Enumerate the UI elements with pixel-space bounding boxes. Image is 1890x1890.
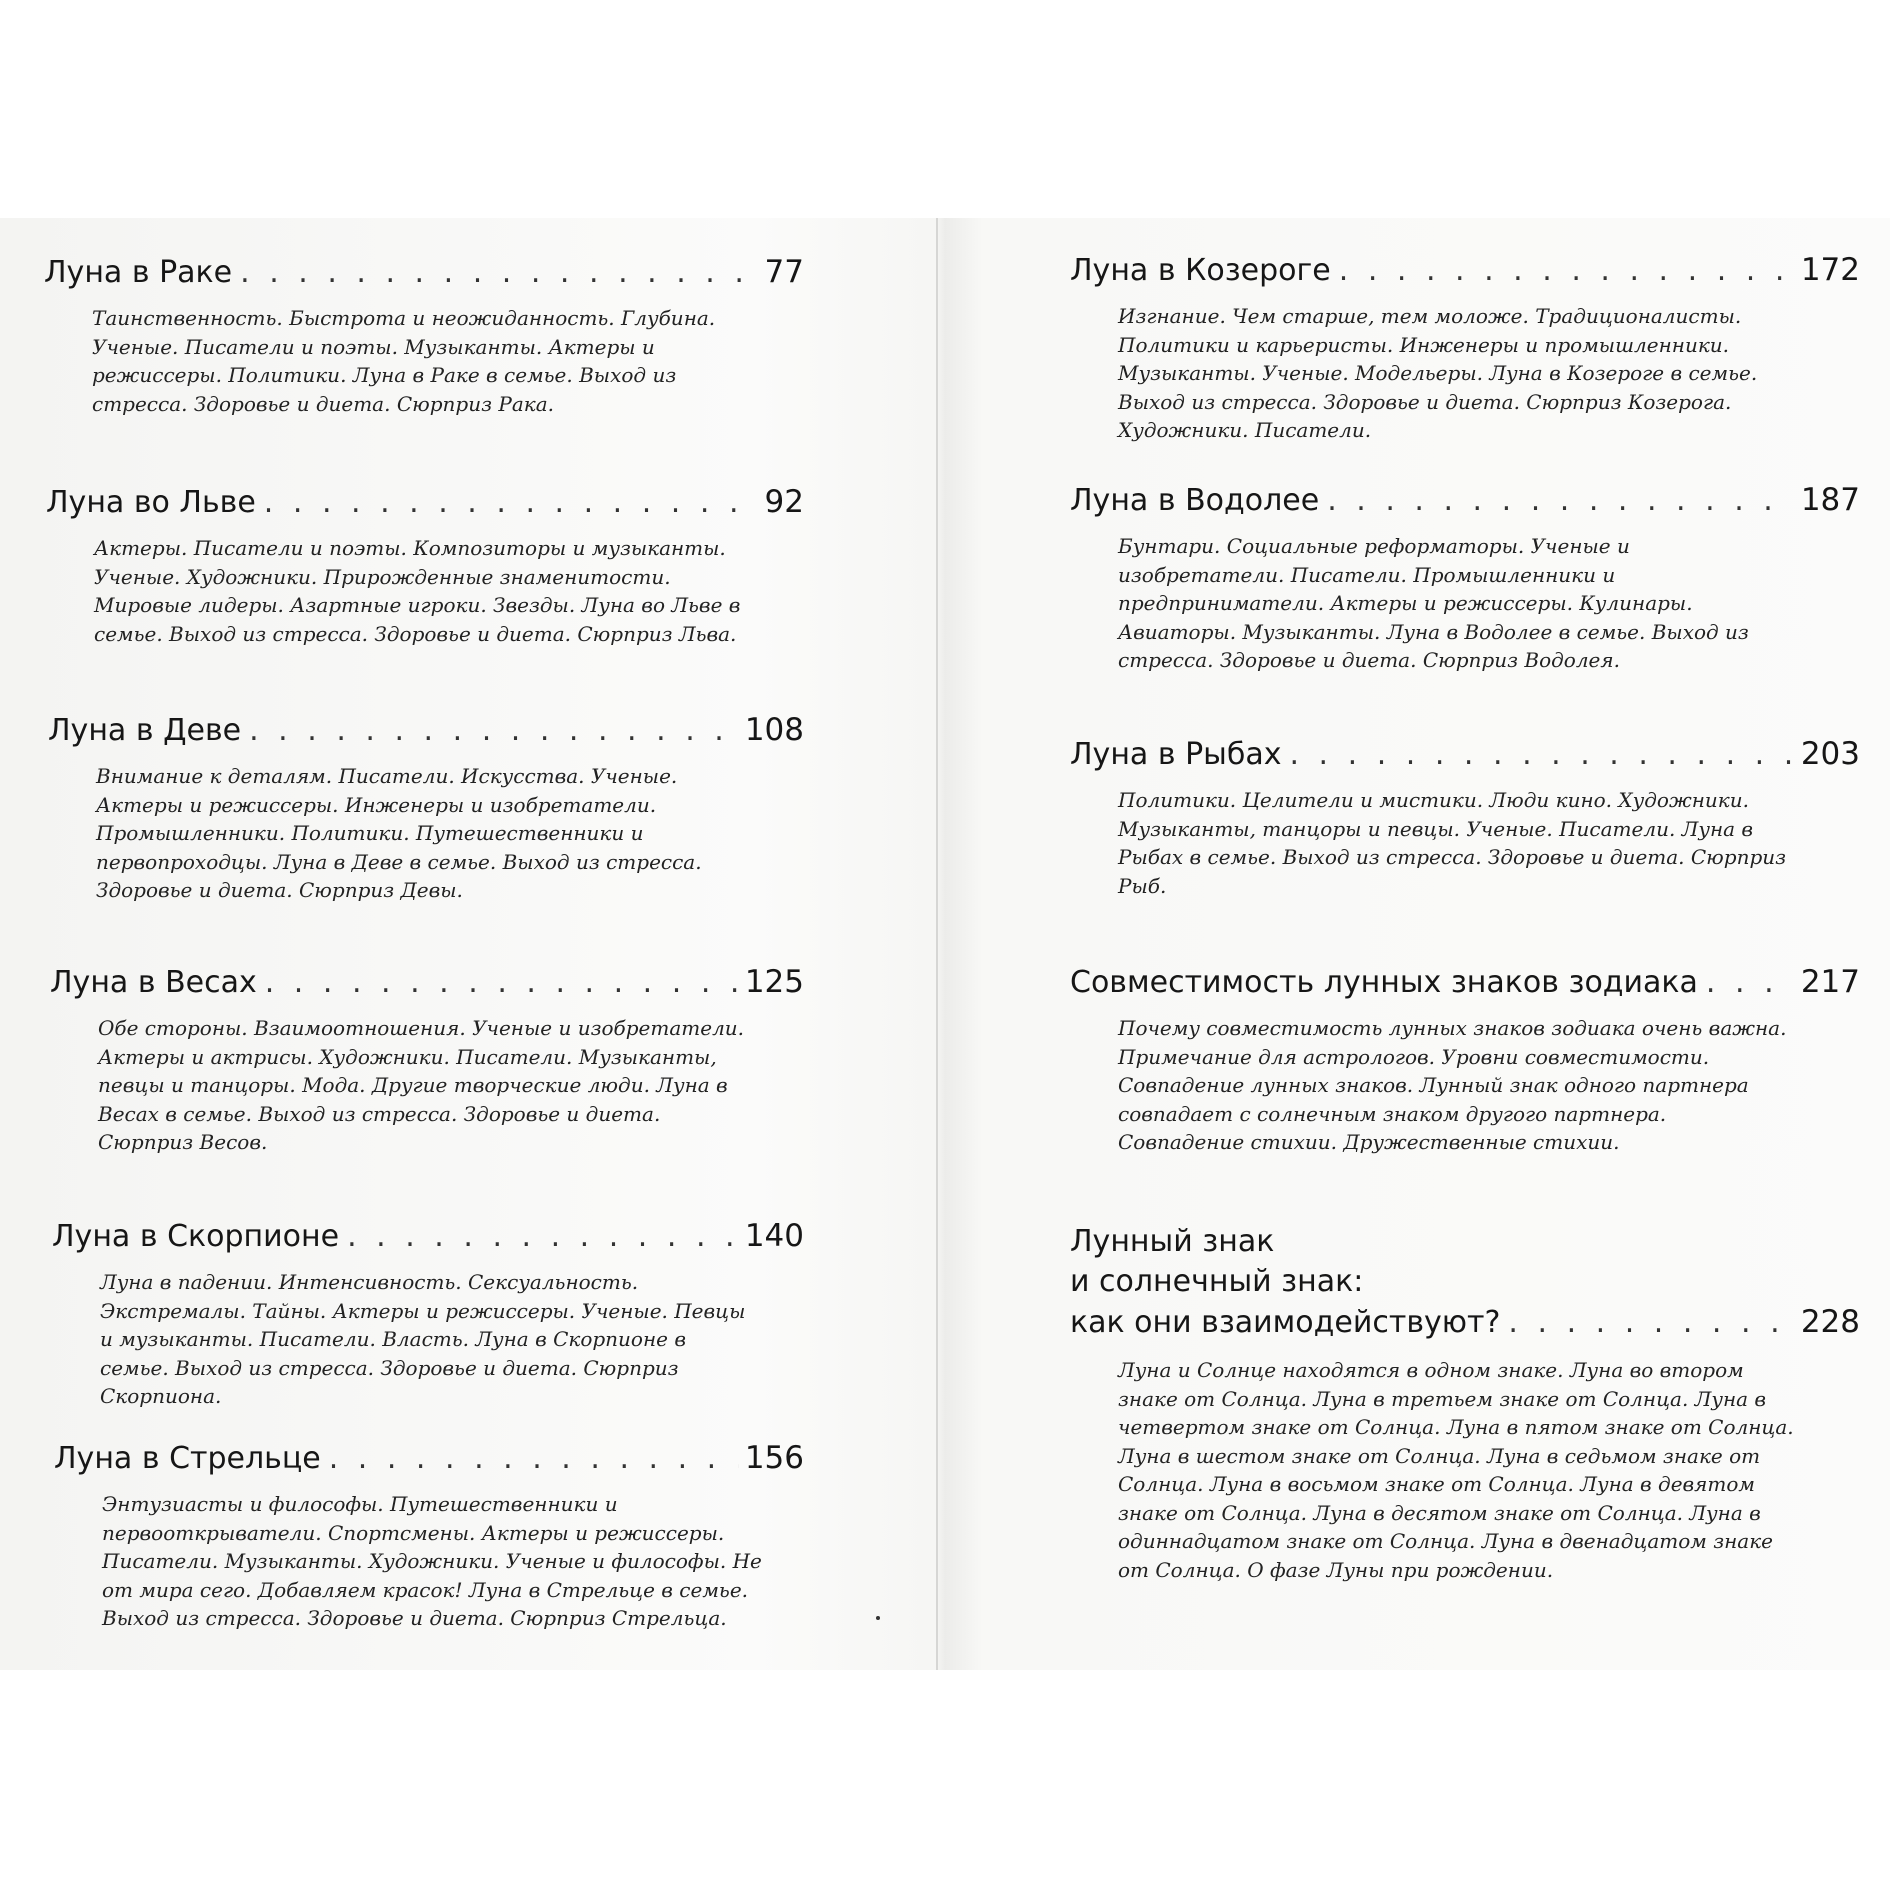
entry-description: Таинственность. Быстрота и неожиданность. Глубина. Ученые. Писатели и поэты. Музыканты. Актеры и режиссеры. Политики. Луна в Раке в семье. Выход из стресса. Здоровье и диета. Сюрприз Рака.	[92, 306, 716, 416]
entry-description: Актеры. Писатели и поэты. Композиторы и музыканты. Ученые. Художники. Прирожденные знаменитости. Мировые лидеры. Азартные игроки. Звезды. Луна во Льве в семье. Выход из стресса. Здоровье и диета. Сюрприз Льва.	[94, 536, 741, 646]
stray-dot	[876, 1616, 880, 1620]
toc-entry-cancer	[44, 254, 804, 418]
page-number: 203	[1800, 736, 1860, 772]
toc-entry-title[interactable]	[1070, 252, 1860, 289]
page-number: 156	[744, 1440, 804, 1476]
toc-entry-moon-sun	[1070, 1222, 1860, 1584]
toc-entry-title[interactable]	[1070, 736, 1860, 773]
page-number: 108	[744, 712, 804, 748]
toc-entry-sagittarius	[54, 1440, 804, 1633]
entry-description: Внимание к деталям. Писатели. Искусства. Ученые. Актеры и режиссеры. Инженеры и изобретатели. Промышленники. Политики. Путешественники и первопроходцы. Луна в Деве в семье. Выход из стресса. Здоровье и диета. Сюрприз Девы.	[96, 764, 702, 902]
toc-entry-title[interactable]	[48, 712, 804, 749]
entry-title-text: как они взаимодействуют?	[1070, 1305, 1501, 1340]
leader-dots	[249, 713, 739, 749]
entry-title-text: Луна в Водолее	[1070, 483, 1320, 518]
entry-title-text: Луна в Рыбах	[1070, 737, 1282, 772]
entry-description: Изгнание. Чем старше, тем моложе. Традиционалисты. Политики и карьеристы. Инженеры и промышленники. Музыканты. Ученые. Модельеры. Луна в Козероге в семье. Выход из стресса. Здоровье и диета. Сюрприз Козерога. Художники. Писатели.	[1118, 304, 1758, 442]
leader-dots	[264, 485, 759, 521]
entry-description: Луна и Солнце находятся в одном знаке. Луна во втором знаке от Солнца. Луна в третьем знаке от Солнца. Луна в четвертом знаке от Солнца. Луна в пятом знаке от Солнца. Луна в шестом знаке от Солнца. Луна в седьмом знаке от Солнца. Луна в восьмом знаке от Солнца. Луна в девятом знаке от Солнца. Луна в десятом знаке от Солнца. Луна в одиннадцатом знаке от Солнца. Луна в двенадцатом знаке от Солнца. О фазе Луны при рождении.	[1118, 1358, 1794, 1582]
entry-description: Почему совместимость лунных знаков зодиака очень важна. Примечание для астрологов. Уровни совместимости. Совпадение лунных знаков. Лунный знак одного партнера совпадает с солнечным знаком другого партнера. Совпадение стихии. Дружественные стихии.	[1118, 1016, 1787, 1154]
leader-dots	[1289, 737, 1794, 773]
leader-dots	[347, 1219, 739, 1255]
entry-title-text: Совместимость лунных знаков зодиака	[1070, 965, 1698, 1000]
leader-dots	[1706, 965, 1795, 1001]
entry-description: Политики. Целители и мистики. Люди кино. Художники. Музыканты, танцоры и певцы. Ученые. Писатели. Луна в Рыбах в семье. Выход из стресса. Здоровье и диета. Сюрприз Рыб.	[1118, 788, 1787, 898]
toc-entry-title[interactable]	[54, 1440, 804, 1477]
entry-title-text: Луна в Скорпионе	[52, 1219, 340, 1254]
toc-entry-compatibility	[1070, 964, 1860, 1157]
entry-description: Луна в падении. Интенсивность. Сексуальность. Экстремалы. Тайны. Актеры и режиссеры. Ученые. Певцы и музыканты. Писатели. Власть. Луна в Скорпионе в семье. Выход из стресса. Здоровье и диета. Сюрприз Скорпиона.	[100, 1270, 746, 1408]
leader-dots	[329, 1441, 739, 1477]
page-number: 217	[1800, 964, 1860, 1000]
entry-title-text: Луна в Раке	[44, 255, 233, 290]
entry-title-text: Луна в Деве	[48, 713, 242, 748]
page-number: 228	[1800, 1304, 1860, 1340]
entry-description: Обе стороны. Взаимоотношения. Ученые и изобретатели. Актеры и актрисы. Художники. Писатели. Музыканты, певцы и танцоры. Мода. Другие творческие люди. Луна в Весах в семье. Выход из стресса. Здоровье и диета. Сюрприз Весов.	[98, 1016, 745, 1154]
toc-entry-title[interactable]	[44, 254, 804, 291]
toc-entry-title[interactable]	[50, 964, 804, 1001]
toc-entry-pisces	[1070, 736, 1860, 900]
page-number: 92	[764, 484, 804, 520]
toc-entry-virgo	[48, 712, 804, 905]
toc-entry-title[interactable]	[46, 484, 804, 521]
toc-entry-leo	[46, 484, 804, 648]
leader-dots	[265, 965, 739, 1001]
leader-dots	[1327, 483, 1795, 519]
entry-title-text: Луна в Козероге	[1070, 253, 1331, 288]
entry-description: Бунтари. Социальные реформаторы. Ученые и изобретатели. Писатели. Промышленники и предприниматели. Актеры и режиссеры. Кулинары. Авиаторы. Музыканты. Луна в Водолее в семье. Выход из стресса. Здоровье и диета. Сюрприз Водолея.	[1118, 534, 1749, 672]
toc-entry-title[interactable]	[1070, 964, 1860, 1001]
toc-entry-title[interactable]	[52, 1218, 804, 1255]
page-number: 140	[744, 1218, 804, 1254]
toc-entry-scorpio	[52, 1218, 804, 1411]
toc-entry-title[interactable]	[1070, 1302, 1860, 1343]
entry-title-line[interactable]: Лунный знак	[1070, 1224, 1275, 1259]
page-number: 172	[1800, 252, 1860, 288]
page-number: 187	[1800, 482, 1860, 518]
entry-title-text: Луна во Льве	[46, 485, 256, 520]
toc-entry-aquarius	[1070, 482, 1860, 675]
leader-dots	[1508, 1303, 1794, 1343]
leader-dots	[240, 255, 758, 291]
page-number: 125	[744, 964, 804, 1000]
leader-dots	[1339, 253, 1795, 289]
entry-title-text: Луна в Весах	[50, 965, 257, 1000]
entry-title-text: Луна в Стрельце	[54, 1441, 321, 1476]
page-number: 77	[764, 254, 804, 290]
toc-entry-libra	[50, 964, 804, 1157]
toc-entry-title[interactable]	[1070, 482, 1860, 519]
book-gutter	[936, 218, 938, 1670]
entry-title-line[interactable]: и солнечный знак:	[1070, 1264, 1364, 1299]
entry-description: Энтузиасты и философы. Путешественники и первооткрыватели. Спортсмены. Актеры и режиссеры. Писатели. Музыканты. Художники. Ученые и философы. Не от мира сего. Добавляем красок! Луна в Стрельце в семье. Выход из стресса. Здоровье и диета. Сюрприз Стрельца.	[102, 1492, 762, 1630]
toc-entry-capricorn	[1070, 252, 1860, 445]
